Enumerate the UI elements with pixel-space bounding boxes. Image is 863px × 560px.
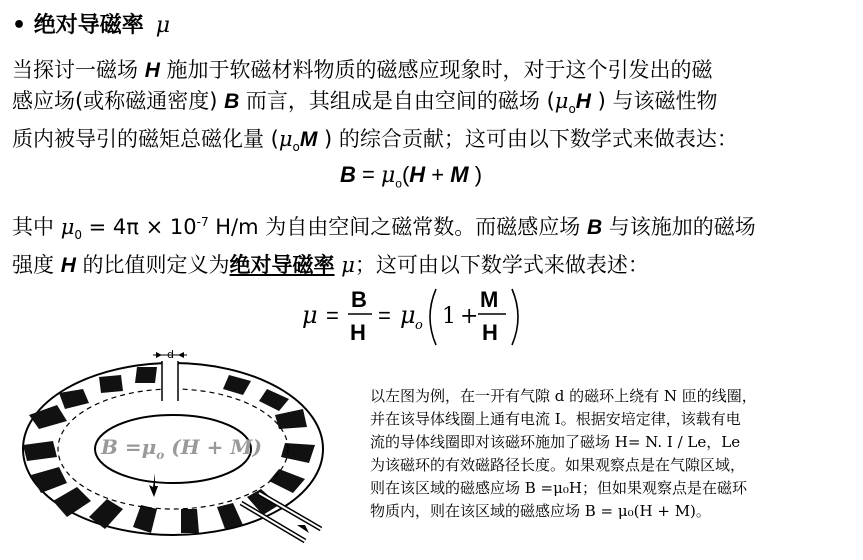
caption-line-3: 流的导体线圈即对该磁环施加了磁场 H= N. I / Le，Le bbox=[370, 433, 741, 451]
text: ；这可由以下数学式来做表述： bbox=[354, 253, 649, 278]
var-H: H bbox=[575, 90, 591, 113]
text: 而言，其组成是自由空间的磁场 ( bbox=[239, 89, 555, 113]
var-B: B bbox=[224, 90, 240, 113]
caption-line-5: 则在该区域的磁感应场 B =μ₀H；但如果观察点是在磁环 bbox=[370, 479, 747, 497]
text: = 4π × 10 bbox=[81, 215, 197, 239]
title-text: • 绝对导磁率 bbox=[12, 13, 144, 38]
toroid-figure bbox=[5, 345, 350, 555]
equals: = bbox=[378, 303, 391, 328]
subscript: o bbox=[568, 102, 576, 117]
paren-right bbox=[512, 289, 518, 345]
text: 施加于软磁材料物质的磁感应现象时，对于这个引发出的磁 bbox=[159, 58, 713, 82]
text: H/m 为自由空间之磁常数。而磁感应场 bbox=[208, 215, 587, 239]
paragraph-2 bbox=[12, 207, 756, 281]
paren-left bbox=[430, 289, 436, 345]
p2-line-1 bbox=[12, 207, 756, 250]
mu-symbol: μ bbox=[278, 127, 293, 152]
var-B: B bbox=[351, 287, 367, 312]
mu-symbol: μ bbox=[380, 163, 396, 188]
text: ) 的综合贡献；这可由以下数学式来做表达： bbox=[317, 127, 738, 152]
figure-b-label: $B =\mu_o$ (H + M) bbox=[101, 435, 262, 462]
title-mu: μ bbox=[155, 13, 171, 38]
figure-caption bbox=[370, 385, 860, 523]
paragraph-1 bbox=[12, 55, 738, 162]
text: 的比值则定义为 bbox=[75, 253, 230, 278]
formula-mu-equation bbox=[300, 283, 530, 347]
p1-line-2 bbox=[12, 86, 738, 124]
section-title bbox=[12, 8, 170, 39]
paren: ( bbox=[401, 162, 410, 187]
p1-line-3 bbox=[12, 124, 738, 162]
text: 与该施加的磁场 bbox=[602, 215, 756, 239]
plus: + bbox=[425, 162, 451, 187]
var-H: H bbox=[409, 162, 426, 187]
var-H: H bbox=[482, 320, 498, 345]
subscript: o bbox=[395, 176, 402, 191]
mu-symbol: μ bbox=[334, 253, 355, 278]
var-M: M bbox=[450, 162, 469, 187]
one: 1 bbox=[442, 304, 456, 329]
mu-symbol: μ bbox=[554, 89, 569, 113]
equals: = bbox=[355, 162, 381, 187]
caption-line-4: 为该磁环的有效磁路径长度。如果观察点是在气隙区域， bbox=[370, 456, 746, 474]
mu-symbol: μ bbox=[400, 301, 416, 329]
mu-symbol: μ bbox=[60, 215, 75, 239]
text: 其中 bbox=[12, 215, 61, 239]
gap-arrow-right bbox=[178, 352, 184, 358]
plus: + bbox=[460, 304, 479, 329]
caption-line-2: 并在该导体线圈上通有电流 I。根据安培定律，该载有电 bbox=[370, 410, 741, 428]
gap-label: d bbox=[167, 348, 174, 361]
superscript: -7 bbox=[196, 215, 209, 229]
text: 强度 bbox=[12, 253, 61, 278]
paren: ) bbox=[468, 162, 483, 187]
text: 感应场(或称磁通密度) bbox=[12, 89, 225, 113]
air-gap bbox=[162, 359, 178, 401]
text: 当探讨一磁场 bbox=[12, 58, 145, 82]
gap-arrow-left bbox=[156, 352, 162, 358]
subscript: 0 bbox=[74, 228, 82, 243]
p2-line-2 bbox=[12, 250, 756, 281]
var-M: M bbox=[299, 128, 318, 152]
text: ) 与该磁性物 bbox=[590, 89, 718, 113]
caption-line-1: 以左图为例，在一开有气隙 d 的磁环上绕有 N 匝的线圈， bbox=[370, 387, 757, 405]
subscript: o bbox=[415, 318, 423, 333]
text: 质内被导引的磁矩总磁化量 ( bbox=[12, 127, 279, 152]
formula-b-equation bbox=[340, 162, 482, 190]
underlined-term: 绝对导磁率 bbox=[229, 253, 335, 278]
var-H: H bbox=[144, 59, 160, 82]
var-B: B bbox=[586, 216, 603, 239]
var-B: B bbox=[340, 162, 356, 187]
p1-line-1 bbox=[12, 55, 738, 86]
current-arrow bbox=[297, 525, 309, 533]
equals: = bbox=[326, 303, 339, 328]
subscript: o bbox=[292, 140, 300, 155]
var-H: H bbox=[60, 254, 76, 278]
var-M: M bbox=[480, 287, 499, 312]
caption-line-6: 物质内，则在该区域的磁感应场 B = μ₀(H + M)。 bbox=[370, 502, 711, 520]
var-H: H bbox=[350, 320, 366, 345]
mu-symbol: μ bbox=[302, 301, 318, 329]
